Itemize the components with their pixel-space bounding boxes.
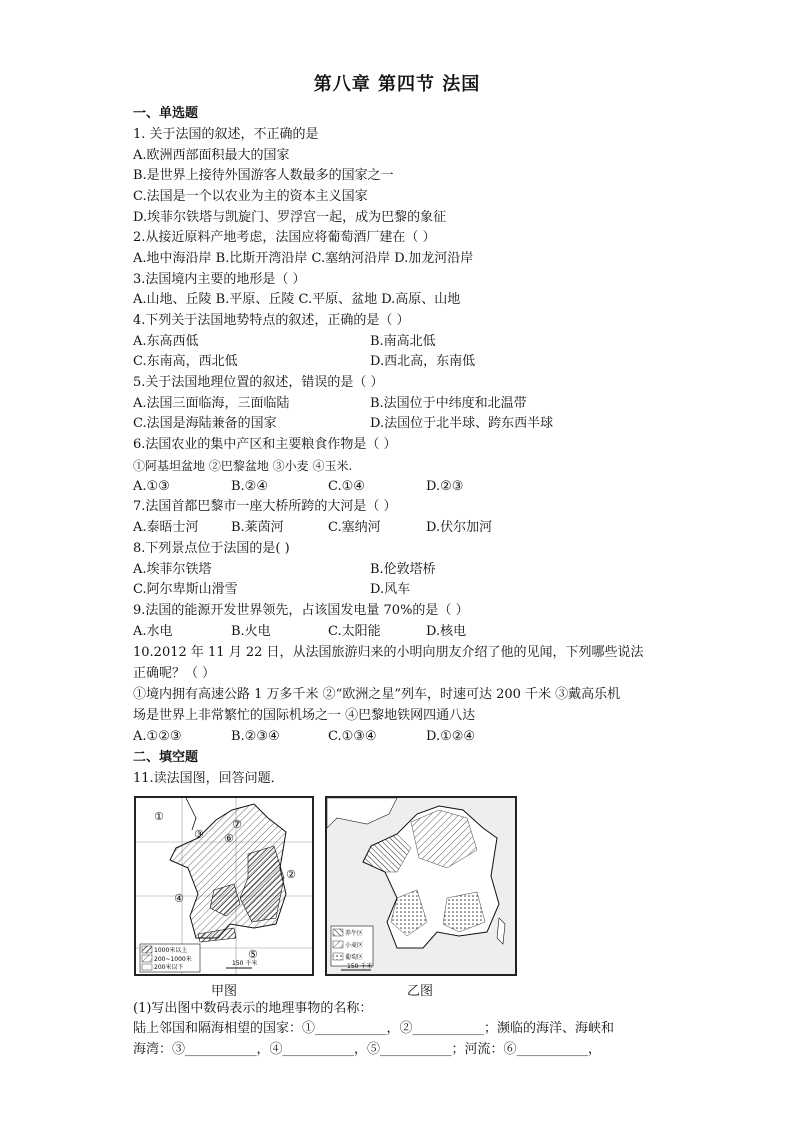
map1-legend: [140, 944, 200, 972]
marker-7: ⑦: [232, 818, 242, 831]
question-8-option-c: C.阿尔卑斯山滑雪: [133, 582, 238, 597]
question-10-line-1: 10.2012 年 11 月 22 日，从法国旅游归来的小明向朋友介绍了他的见闻，下列哪些说法: [133, 645, 644, 660]
question-1-option-d: D.埃菲尔铁塔与凯旋门、罗浮宫一起，成为巴黎的象征: [133, 210, 447, 225]
question-9-option-d: D.核电: [426, 624, 467, 639]
question-7-option-d: D.伏尔加河: [426, 520, 493, 535]
question-5-option-c: C.法国是海陆兼备的国家: [133, 416, 277, 431]
question-1-option-a: A.欧洲西部面积最大的国家: [133, 148, 290, 163]
question-6-stem: 6.法国农业的集中产区和主要粮食作物是（ ）: [133, 437, 397, 452]
question-8-stem: 8.下列景点位于法国的是( ): [133, 541, 290, 556]
legend1-low: 200米以下: [154, 964, 184, 971]
question-8-option-a: A.埃菲尔铁塔: [133, 562, 212, 577]
question-11-sub-1: (1)写出图中数码表示的地理事物的名称：: [133, 1001, 373, 1016]
question-3-stem: 3.法国境内主要的地形是（ ）: [133, 272, 306, 287]
map-france-agriculture-drawing: [327, 798, 515, 974]
question-1-option-c: C.法国是一个以农业为主的资本主义国家: [133, 189, 368, 204]
question-5-stem: 5.关于法国地理位置的叙述，错误的是（ ）: [133, 375, 384, 390]
question-1-stem: 1. 关于法国的叙述，不正确的是: [133, 127, 319, 142]
question-6-option-a: A.①③: [133, 479, 170, 494]
scale-label-2: 150 千米: [347, 963, 373, 970]
map-2-caption: 乙图: [407, 984, 434, 999]
map2-legend: [331, 926, 373, 966]
legend2-wheat: 小麦区: [345, 942, 364, 949]
question-7-option-a: A.泰晤士河: [133, 520, 199, 535]
map-france-terrain-drawing: [136, 798, 312, 974]
question-6-items: ①阿基坦盆地 ②巴黎盆地 ③小麦 ④玉米.: [133, 459, 353, 473]
marker-5: ⑤: [248, 948, 258, 961]
map-france-agriculture: [325, 796, 517, 976]
marker-4: ④: [174, 892, 184, 905]
question-10-option-a: A.①②③: [133, 729, 182, 744]
question-11-stem: 11.读法国图，回答问题．: [133, 771, 284, 786]
legend2-grape: 葡萄区: [345, 954, 364, 961]
question-10-line-4: 场是世界上非常繁忙的国际机场之一 ④巴黎地铁网四通八达: [133, 708, 476, 723]
question-9-stem: 9.法国的能源开发世界领先，占该国发电量 70%的是（ ）: [133, 603, 469, 618]
question-9-option-b: B.火电: [231, 624, 271, 639]
question-11-fill-line-1: 陆上邻国和隔海相望的国家：①___________，②___________；濒临的海洋、海峡和: [133, 1021, 615, 1036]
question-10-line-2: 正确呢？（ ）: [133, 666, 216, 681]
question-6-option-b: B.②④: [231, 479, 268, 494]
marker-3: ③: [194, 828, 204, 841]
question-9-option-c: C.太阳能: [328, 624, 381, 639]
question-10-option-c: C.①③④: [328, 729, 377, 744]
section-heading-single-choice: 一、单选题: [133, 106, 199, 121]
map-france-terrain: [134, 796, 314, 976]
question-7-option-c: C.塞纳河: [328, 520, 381, 535]
question-5-option-a: A.法国三面临海，三面临陆: [133, 396, 290, 411]
question-4-option-b: B.南高北低: [370, 334, 436, 349]
question-10-option-d: D.①②④: [426, 729, 476, 744]
question-1-option-b: B.是世界上接待外国游客人数最多的国家之一: [133, 168, 394, 183]
question-4-option-d: D.西北高，东南低: [370, 354, 476, 369]
question-2-stem: 2.从接近原料产地考虑，法国应将葡萄酒厂建在（ ）: [133, 230, 436, 245]
question-11-fill-line-2: 海湾：③___________，④___________，⑤___________；河流：⑥___________，: [133, 1042, 602, 1057]
question-3-options: A.山地、丘陵 B.平原、丘陵 C.平原、盆地 D.高原、山地: [133, 292, 461, 307]
map-1-caption: 甲图: [211, 984, 238, 999]
question-6-option-d: D.②③: [426, 479, 464, 494]
question-2-options: A.地中海沿岸 B.比斯开湾沿岸 C.塞纳河沿岸 D.加龙河沿岸: [133, 251, 474, 266]
legend1-mid: 200~1000米: [154, 956, 192, 963]
question-4-option-c: C.东南高，西北低: [133, 354, 238, 369]
question-10-line-3: ①境内拥有高速公路 1 万多千米 ②“欧洲之星”列车，时速可达 200 千米 ③戴高乐机: [133, 687, 621, 702]
legend2-cattle: 养牛区: [345, 930, 364, 937]
marker-6: ⑥: [224, 832, 234, 845]
scale-label-1: 150 千米: [232, 960, 258, 967]
question-7-option-b: B.莱茵河: [231, 520, 284, 535]
question-7-stem: 7.法国首都巴黎市一座大桥所跨的大河是（ ）: [133, 499, 397, 514]
question-8-option-d: D.风车: [370, 582, 411, 597]
question-5-option-b: B.法国位于中纬度和北温带: [370, 396, 527, 411]
legend1-high: 1000米以上: [154, 947, 188, 954]
question-4-option-a: A.东高西低: [133, 334, 199, 349]
uk-coast: [186, 798, 196, 830]
question-9-option-a: A.水电: [133, 624, 173, 639]
question-6-option-c: C.①④: [328, 479, 365, 494]
question-5-option-d: D.法国位于北半球、跨东西半球: [370, 416, 554, 431]
section-heading-fill-in: 二、填空题: [133, 750, 199, 765]
question-10-option-b: B.②③④: [231, 729, 280, 744]
question-8-option-b: B.伦敦塔桥: [370, 562, 436, 577]
question-4-stem: 4.下列关于法国地势特点的叙述，正确的是（ ）: [133, 313, 410, 328]
marker-2: ②: [286, 868, 296, 881]
page-title: 第八章 第四节 法国: [313, 74, 481, 95]
marker-1: ①: [154, 810, 164, 823]
